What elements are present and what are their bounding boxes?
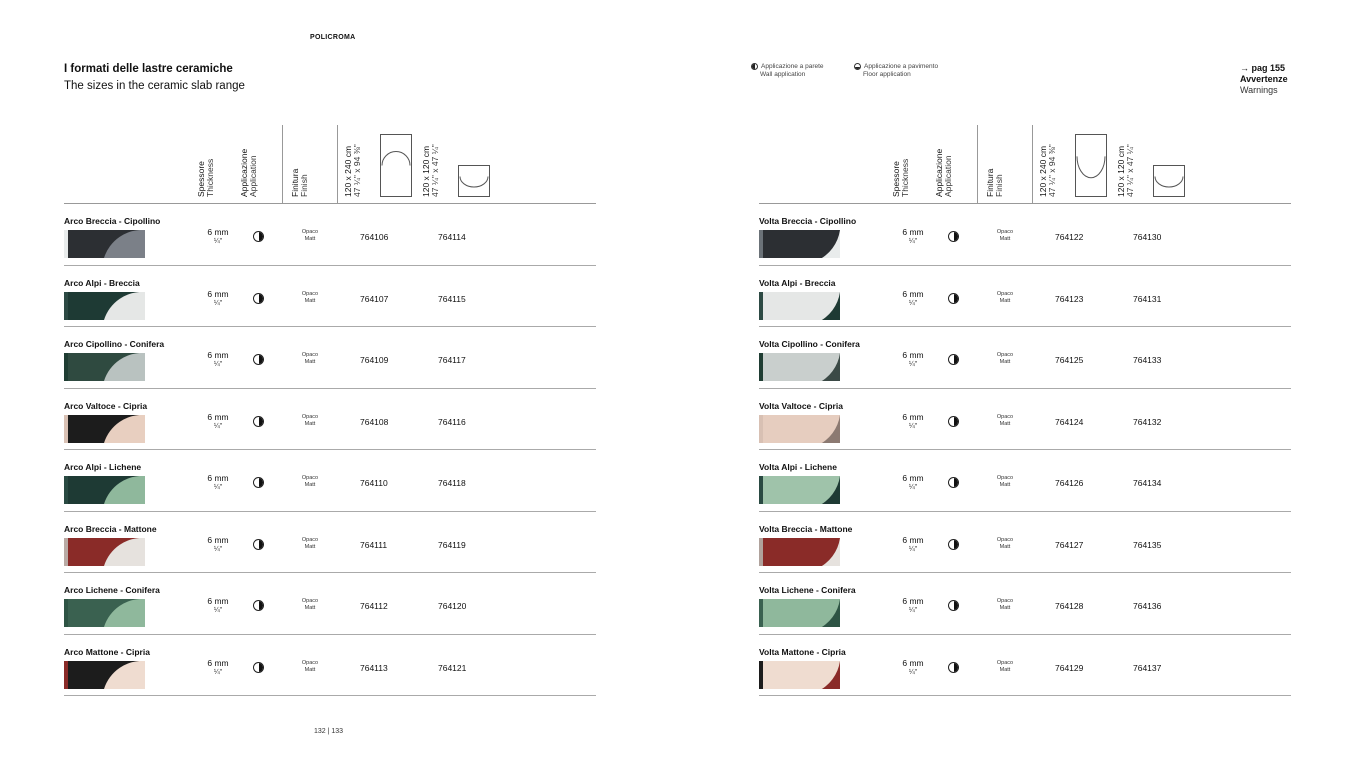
finish-value: Opaco Matt bbox=[301, 229, 319, 242]
code-120x240: 764106 bbox=[360, 232, 389, 242]
code-120x240: 764109 bbox=[360, 355, 389, 365]
finish-value: Opaco Matt bbox=[996, 229, 1014, 242]
code-120x240: 764128 bbox=[1055, 601, 1084, 611]
wall-application-icon bbox=[253, 600, 264, 611]
product-name: Volta Breccia - Mattone bbox=[759, 523, 853, 534]
column-divider bbox=[977, 125, 978, 203]
product-swatch bbox=[64, 353, 145, 381]
thickness-value: 6 mm ¼" bbox=[902, 350, 924, 368]
swatch-edge bbox=[759, 353, 763, 381]
legend-floor-label: Applicazione a pavimento bbox=[864, 63, 939, 71]
wall-application-icon bbox=[253, 416, 264, 427]
finish-value: Opaco Matt bbox=[996, 413, 1014, 427]
thickness-value: 6 mm ¼" bbox=[207, 227, 229, 245]
legend-wall bbox=[751, 63, 824, 79]
legend-wall-label: Applicazione a parete bbox=[761, 63, 824, 71]
thickness-value: 6 mm ¼" bbox=[902, 534, 924, 553]
thickness-value: 6 mm ¼" bbox=[207, 657, 229, 676]
page-reference[interactable]: → pag 155 bbox=[1240, 63, 1286, 73]
slab-shape-outline bbox=[1155, 177, 1183, 188]
finish-value: Opaco Matt bbox=[996, 352, 1014, 365]
table-row bbox=[64, 204, 596, 266]
right-size-table bbox=[759, 125, 1291, 696]
table-row bbox=[64, 635, 596, 697]
table-row bbox=[759, 327, 1291, 389]
code-120x120: 764134 bbox=[1133, 478, 1162, 488]
code-120x240: 764107 bbox=[360, 293, 389, 304]
product-name: Arco Mattone - Cipria bbox=[64, 646, 150, 657]
swatch-edge bbox=[64, 415, 68, 443]
swatch-edge bbox=[64, 230, 68, 258]
table-row bbox=[64, 389, 596, 451]
product-swatch bbox=[64, 661, 145, 689]
product-name: Volta Lichene - Conifera bbox=[759, 585, 856, 595]
swatch-edge bbox=[64, 292, 68, 320]
finish-value: Opaco Matt bbox=[996, 598, 1014, 611]
table-row bbox=[64, 573, 596, 635]
slab-120x120-icon bbox=[458, 165, 490, 197]
legend-wall-label-en: Wall application bbox=[760, 71, 806, 79]
wall-application-icon bbox=[948, 231, 959, 242]
thickness-value: 6 mm ¼" bbox=[902, 596, 924, 614]
product-name: Arco Cipollino - Conifera bbox=[64, 339, 165, 349]
column-divider bbox=[337, 125, 338, 203]
finish-header: Finitura Finish bbox=[985, 168, 1004, 197]
product-swatch bbox=[759, 476, 840, 504]
table-body bbox=[64, 204, 596, 696]
page-title: I formati delle lastre ceramiche bbox=[64, 63, 233, 75]
product-swatch bbox=[64, 599, 145, 627]
thickness-value: 6 mm ¼" bbox=[207, 596, 229, 614]
table-row bbox=[64, 512, 596, 574]
swatch-edge bbox=[64, 538, 68, 566]
product-name: Volta Breccia - Cipollino bbox=[759, 216, 857, 226]
code-120x120: 764121 bbox=[438, 662, 467, 673]
page-subtitle: The sizes in the ceramic slab range bbox=[64, 80, 245, 92]
swatch-edge bbox=[759, 476, 763, 504]
product-name: Volta Mattone - Cipria bbox=[759, 646, 846, 657]
wall-application-icon bbox=[253, 293, 264, 304]
product-swatch bbox=[759, 230, 840, 258]
finish-value: Opaco Matt bbox=[996, 536, 1014, 550]
wall-application-icon bbox=[253, 539, 264, 550]
swatch-edge bbox=[64, 353, 68, 381]
swatch-edge bbox=[759, 538, 763, 566]
table-row bbox=[759, 512, 1291, 574]
slab-shape-outline bbox=[382, 152, 410, 166]
thickness-value: 6 mm ¼" bbox=[207, 473, 229, 491]
code-120x240: 764125 bbox=[1055, 355, 1084, 365]
table-row bbox=[759, 450, 1291, 512]
size1-header: 120 x 240 cm 47 ¼" x 94 ⅜" bbox=[343, 144, 362, 197]
thickness-value: 6 mm ¼" bbox=[207, 350, 229, 368]
wall-application-icon bbox=[253, 662, 264, 673]
code-120x240: 764124 bbox=[1055, 416, 1084, 427]
thickness-value: 6 mm ¼" bbox=[207, 411, 229, 430]
code-120x240: 764123 bbox=[1055, 293, 1084, 304]
code-120x120: 764117 bbox=[438, 355, 466, 365]
product-swatch bbox=[64, 415, 145, 443]
table-row bbox=[759, 573, 1291, 635]
product-name: Volta Cipollino - Conifera bbox=[759, 339, 860, 349]
thickness-header: Spessore Thickness bbox=[891, 158, 910, 197]
application-header: Applicazione Application bbox=[239, 148, 258, 197]
product-swatch bbox=[64, 476, 145, 504]
code-120x120: 764120 bbox=[438, 601, 467, 611]
code-120x120: 764132 bbox=[1133, 416, 1162, 427]
thickness-value: 6 mm ¼" bbox=[207, 534, 229, 553]
product-name: Arco Breccia - Cipollino bbox=[64, 216, 161, 226]
product-name: Arco Lichene - Conifera bbox=[64, 585, 160, 595]
finish-value: Opaco Matt bbox=[301, 413, 319, 427]
table-body bbox=[759, 204, 1291, 696]
code-120x240: 764108 bbox=[360, 416, 389, 427]
wall-application-icon bbox=[948, 416, 959, 427]
finish-value: Opaco Matt bbox=[301, 659, 319, 673]
code-120x120: 764119 bbox=[438, 539, 466, 550]
product-swatch bbox=[759, 353, 840, 381]
thickness-value: 6 mm ¼" bbox=[902, 227, 924, 245]
brand-label: POLICROMA bbox=[310, 34, 356, 41]
wall-application-icon bbox=[948, 662, 959, 673]
code-120x240: 764127 bbox=[1055, 539, 1084, 550]
finish-header: Finitura Finish bbox=[290, 168, 309, 197]
swatch-edge bbox=[759, 661, 763, 689]
table-row bbox=[64, 327, 596, 389]
product-swatch bbox=[759, 538, 840, 566]
table-row bbox=[64, 450, 596, 512]
product-name: Volta Valtoce - Cipria bbox=[759, 400, 843, 411]
size1-header: 120 x 240 cm 47 ¼" x 94 ⅜" bbox=[1038, 144, 1057, 197]
finish-value: Opaco Matt bbox=[301, 352, 319, 365]
code-120x240: 764129 bbox=[1055, 662, 1084, 673]
code-120x240: 764112 bbox=[360, 601, 388, 611]
swatch-edge bbox=[64, 599, 68, 627]
product-name: Arco Breccia - Mattone bbox=[64, 523, 157, 534]
thickness-value: 6 mm ¼" bbox=[207, 288, 229, 307]
table-row bbox=[759, 389, 1291, 451]
column-divider bbox=[282, 125, 283, 203]
product-name: Volta Alpi - Lichene bbox=[759, 462, 837, 472]
left-size-table bbox=[64, 125, 596, 696]
finish-value: Opaco Matt bbox=[301, 475, 319, 488]
code-120x240: 764110 bbox=[360, 478, 388, 488]
product-name: Arco Alpi - Lichene bbox=[64, 462, 142, 472]
finish-value: Opaco Matt bbox=[301, 598, 319, 611]
warnings-title: Avvertenze bbox=[1240, 74, 1288, 84]
product-name: Arco Alpi - Breccia bbox=[64, 277, 140, 288]
size2-header: 120 x 120 cm 47 ¼" x 47 ¼" bbox=[421, 144, 440, 197]
table-row bbox=[759, 204, 1291, 266]
product-swatch bbox=[759, 292, 840, 320]
table-row bbox=[64, 266, 596, 328]
code-120x120: 764137 bbox=[1133, 662, 1162, 673]
slab-120x120-icon bbox=[1153, 165, 1185, 197]
product-name: Arco Valtoce - Cipria bbox=[64, 400, 148, 411]
wall-application-icon bbox=[948, 477, 959, 488]
product-swatch bbox=[759, 599, 840, 627]
application-header: Applicazione Application bbox=[934, 148, 953, 197]
product-swatch bbox=[759, 415, 840, 443]
code-120x120: 764133 bbox=[1133, 355, 1162, 365]
table-header bbox=[759, 125, 1291, 204]
code-120x120: 764114 bbox=[438, 232, 466, 242]
finish-value: Opaco Matt bbox=[996, 659, 1014, 673]
page-numbers: 132 | 133 bbox=[314, 728, 344, 735]
code-120x120: 764136 bbox=[1133, 601, 1162, 611]
swatch-edge bbox=[759, 230, 763, 258]
finish-value: Opaco Matt bbox=[996, 475, 1014, 488]
code-120x120: 764116 bbox=[438, 416, 466, 427]
wall-application-icon bbox=[253, 354, 264, 365]
code-120x120: 764130 bbox=[1133, 232, 1162, 242]
table-row bbox=[759, 635, 1291, 697]
thickness-value: 6 mm ¼" bbox=[902, 473, 924, 491]
wall-application-icon bbox=[948, 354, 959, 365]
code-120x120: 764135 bbox=[1133, 539, 1162, 550]
table-header bbox=[64, 125, 596, 204]
swatch-edge bbox=[759, 292, 763, 320]
slab-120x240-icon bbox=[380, 134, 412, 197]
code-120x120: 764115 bbox=[438, 293, 466, 304]
product-swatch bbox=[64, 538, 145, 566]
wall-application-icon bbox=[948, 293, 959, 304]
legend-floor bbox=[854, 63, 938, 79]
floor-application-icon bbox=[854, 63, 861, 70]
swatch-edge bbox=[64, 661, 68, 689]
code-120x240: 764111 bbox=[360, 539, 388, 550]
code-120x120: 764118 bbox=[438, 478, 466, 488]
size2-header: 120 x 120 cm 47 ¼" x 47 ¼" bbox=[1116, 144, 1135, 197]
swatch-edge bbox=[759, 415, 763, 443]
product-swatch bbox=[64, 292, 145, 320]
code-120x120: 764131 bbox=[1133, 293, 1162, 304]
finish-value: Opaco Matt bbox=[996, 290, 1014, 304]
thickness-value: 6 mm ¼" bbox=[902, 288, 924, 307]
warnings-subtitle: Warnings bbox=[1240, 85, 1278, 95]
slab-shape-outline bbox=[460, 177, 488, 188]
table-row bbox=[759, 266, 1291, 328]
code-120x240: 764113 bbox=[360, 662, 388, 673]
wall-application-icon bbox=[948, 600, 959, 611]
product-name: Volta Alpi - Breccia bbox=[759, 277, 836, 288]
warnings-reference[interactable] bbox=[1240, 63, 1288, 96]
wall-application-icon bbox=[253, 477, 264, 488]
slab-shape-outline bbox=[1077, 156, 1105, 177]
thickness-header: Spessore Thickness bbox=[196, 158, 215, 197]
wall-application-icon bbox=[948, 539, 959, 550]
finish-value: Opaco Matt bbox=[301, 290, 319, 304]
swatch-edge bbox=[759, 599, 763, 627]
legend-floor-label-en: Floor application bbox=[863, 71, 911, 79]
code-120x240: 764126 bbox=[1055, 478, 1084, 488]
wall-application-icon bbox=[253, 231, 264, 242]
code-120x240: 764122 bbox=[1055, 232, 1084, 242]
column-divider bbox=[1032, 125, 1033, 203]
product-swatch bbox=[64, 230, 145, 258]
product-swatch bbox=[759, 661, 840, 689]
slab-120x240-icon bbox=[1075, 134, 1107, 197]
wall-application-icon bbox=[751, 63, 758, 70]
swatch-edge bbox=[64, 476, 68, 504]
finish-value: Opaco Matt bbox=[301, 536, 319, 550]
thickness-value: 6 mm ¼" bbox=[902, 411, 924, 430]
thickness-value: 6 mm ¼" bbox=[902, 657, 924, 676]
